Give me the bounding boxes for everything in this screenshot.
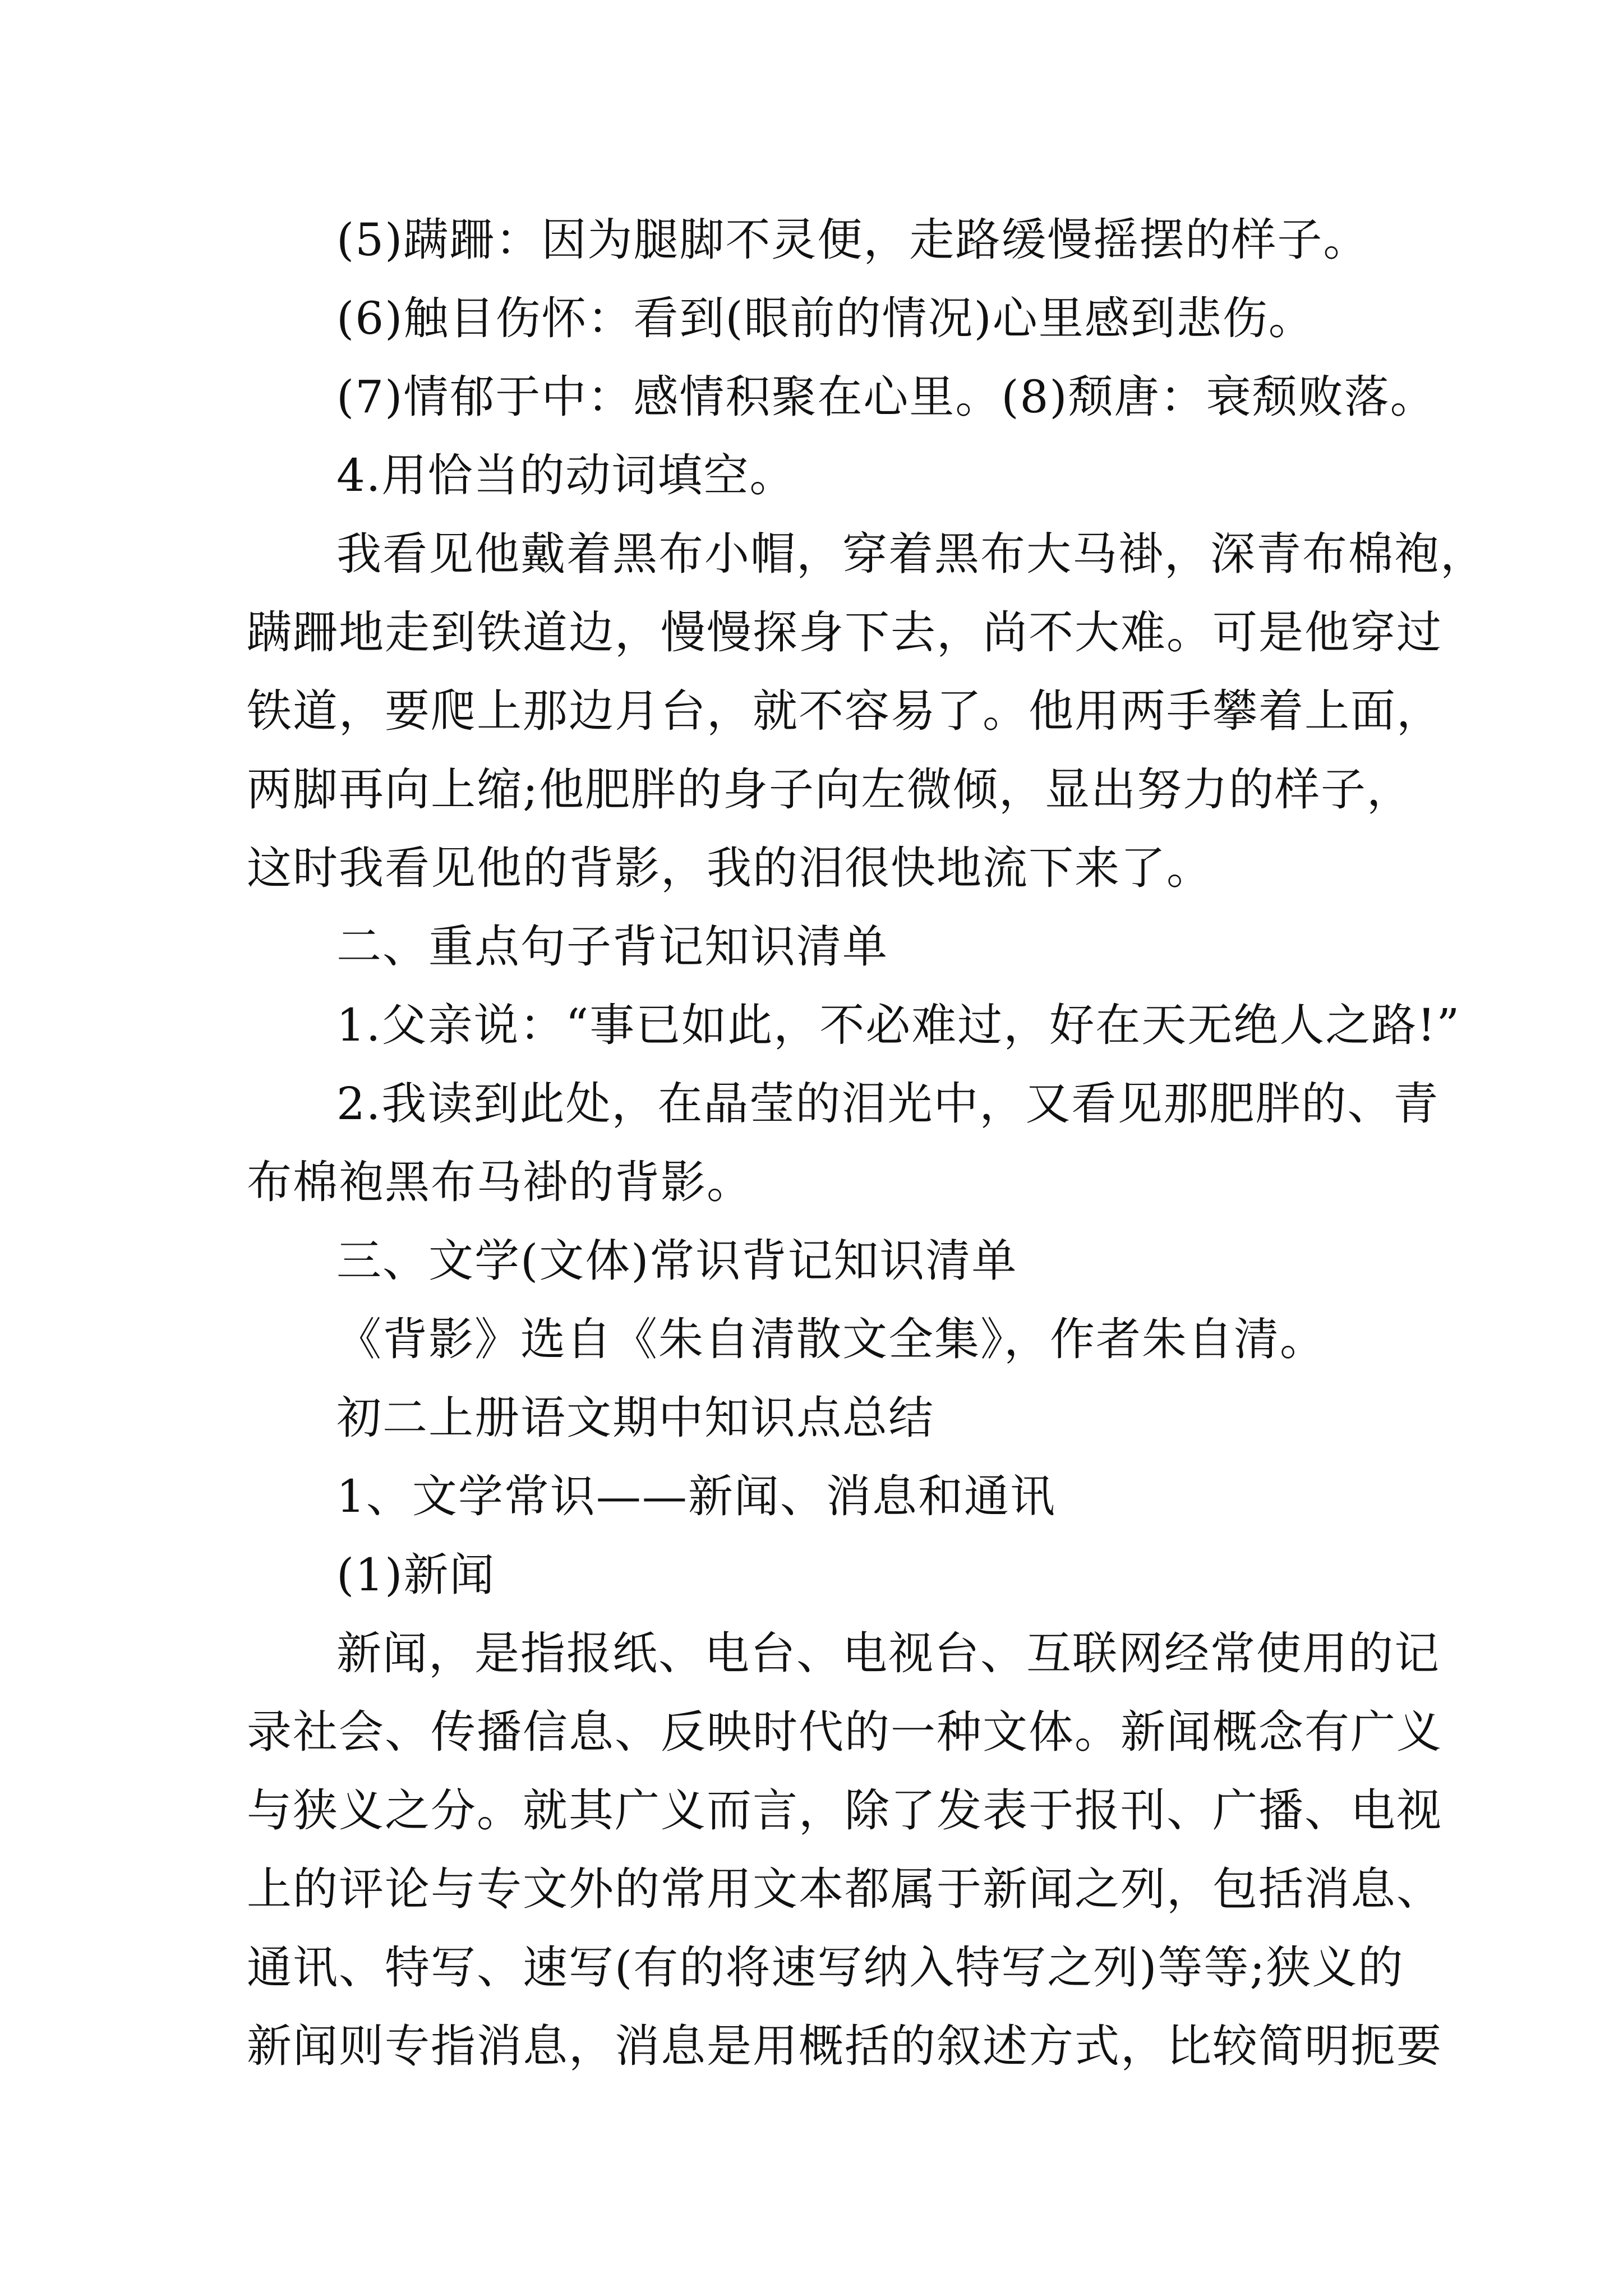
text-line-6: 蹒跚地走到铁道边，慢慢探身下去，尚不大难。可是他穿过	[247, 606, 1442, 659]
text-line-18: (1)新闻	[336, 1549, 496, 1601]
text-line-9: 这时我看见他的背影，我的泪很快地流下来了。	[247, 842, 1212, 894]
text-line-2: (6)触目伤怀：看到(眼前的情况)心里感到悲伤。	[336, 292, 1315, 344]
section-heading-3: 三、文学(文体)常识背记知识清单	[336, 1235, 1018, 1287]
text-line-13: 布棉袍黑布马褂的背影。	[247, 1156, 753, 1208]
text-line-23: 通讯、特写、速写(有的将速写纳入特写之列)等等;狭义的	[247, 1941, 1404, 1994]
text-line-4: 4.用恰当的动词填空。	[336, 449, 796, 501]
text-line-19: 新闻，是指报纸、电台、电视台、互联网经常使用的记	[336, 1627, 1440, 1680]
text-line-5: 我看见他戴着黑布小帽，穿着黑布大马褂，深青布棉袍，	[336, 528, 1486, 580]
section-heading-2: 二、重点句子背记知识清单	[336, 921, 888, 973]
text-line-12: 2.我读到此处，在晶莹的泪光中，又看见那肥胖的、青	[336, 1078, 1440, 1130]
text-line-7: 铁道，要爬上那边月台，就不容易了。他用两手攀着上面，	[247, 685, 1442, 737]
text-line-21: 与狭义之分。就其广义而言，除了发表于报刊、广播、电视	[247, 1784, 1442, 1837]
text-line-20: 录社会、传播信息、反映时代的一种文体。新闻概念有广义	[247, 1706, 1442, 1758]
text-line-11: 1.父亲说：“事已如此，不必难过，好在天无绝人之路!”	[336, 999, 1461, 1051]
summary-title: 初二上册语文期中知识点总结	[336, 1392, 934, 1444]
text-line-17: 1、文学常识——新闻、消息和通讯	[336, 1470, 1056, 1522]
text-line-22: 上的评论与专文外的常用文本都属于新闻之列，包括消息、	[247, 1863, 1442, 1915]
text-line-3: (7)情郁于中：感情积聚在心里。(8)颓唐：衰颓败落。	[336, 371, 1436, 423]
text-line-15: 《背影》选自《朱自清散文全集》，作者朱自清。	[336, 1313, 1326, 1365]
text-line-1: (5)蹒跚：因为腿脚不灵便，走路缓慢摇摆的样子。	[336, 214, 1370, 266]
text-line-24: 新闻则专指消息，消息是用概括的叙述方式，比较简明扼要	[247, 2020, 1442, 2072]
text-line-8: 两脚再向上缩;他肥胖的身子向左微倾，显出努力的样子，	[247, 763, 1413, 816]
